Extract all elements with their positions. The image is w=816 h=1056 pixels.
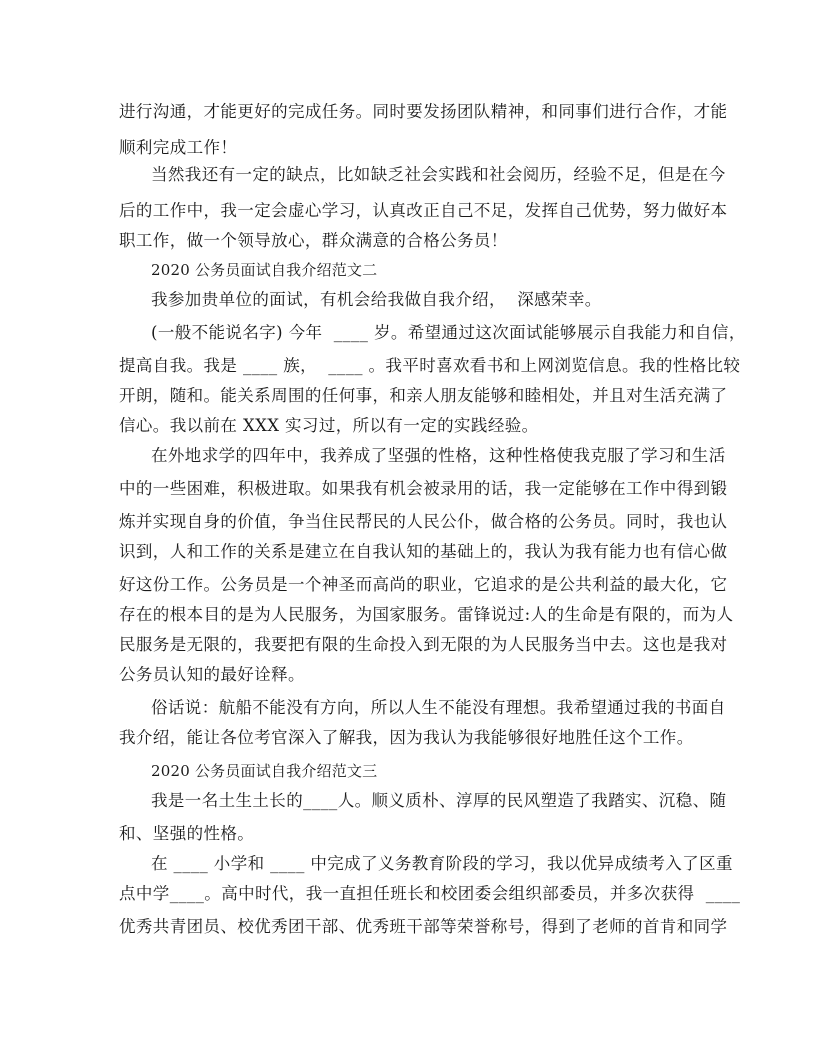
body-line: 俗话说：航船不能没有方向，所以人生不能没有理想。我希望通过我的书面自 — [151, 698, 726, 717]
body-line: 顺利完成工作！ — [119, 138, 238, 157]
body-line: 民服务是无限的，我要把有限的生命投入到无限的为人民服务当中去。这也是我对 — [119, 635, 728, 654]
body-line: 职工作，做一个领导放心，群众满意的合格公务员！ — [119, 231, 508, 250]
body-line: 点中学____。高中时代，我一直担任班长和校团委会组织部委员，并多次获得 ____ — [119, 884, 741, 903]
body-line: 公务员认知的最好诠释。 — [119, 665, 305, 684]
body-line: 识到，人和工作的关系是建立在自我认知的基础上的，我认为我有能力也有信心做 — [119, 542, 728, 561]
body-line: 提高自我。我是 ____ 族， ____ 。我平时喜欢看书和上网浏览信息。我的性格比较 — [119, 356, 741, 375]
section-heading: 2020 公务员面试自我介绍范文二 — [151, 261, 378, 279]
body-line: 中的一些困难，积极进取。如果我有机会被录用的话，我一定能够在工作中得到锻 — [119, 479, 728, 498]
section-heading: 2020 公务员面试自我介绍范文三 — [151, 762, 378, 780]
body-line: 炼并实现自身的价值，争当住民帮民的人民公仆，做合格的公务员。同时，我也认 — [119, 512, 728, 531]
body-line: 在 ____ 小学和 ____ 中完成了义务教育阶段的学习，我以优异成绩考入了区重 — [151, 854, 733, 873]
body-line: 进行沟通，才能更好的完成任务。同时要发扬团队精神，和同事们进行合作，才能 — [119, 102, 728, 121]
body-line: 优秀共青团员、校优秀团干部、优秀班干部等荣誉称号，得到了老师的首肯和同学 — [119, 917, 728, 936]
body-line: 开朗，随和。能关系周围的任何事，和亲人朋友能够和睦相处，并且对生活充满了 — [119, 386, 728, 405]
body-line: 和、坚强的性格。 — [119, 824, 255, 843]
body-line: 在外地求学的四年中，我养成了坚强的性格，这种性格使我克服了学习和生活 — [151, 446, 726, 465]
body-line: 我介绍，能让各位考官深入了解我，因为我认为我能够很好地胜任这个工作。 — [119, 728, 694, 747]
body-line: 好这份工作。公务员是一个神圣而高尚的职业，它追求的是公共利益的最大化，它 — [119, 575, 728, 594]
body-line: 我是一名土生土长的____人。顺义质朴、淳厚的民风塑造了我踏实、沉稳、随 — [151, 791, 727, 810]
body-line: (一般不能说名字) 今年 ____ 岁。希望通过这次面试能够展示自我能力和自信， — [151, 323, 746, 342]
body-line: 后的工作中，我一定会虚心学习，认真改正自己不足，发挥自己优势，努力做好本 — [119, 201, 728, 220]
body-line: 我参加贵单位的面试，有机会给我做自我介绍， 深感荣幸。 — [151, 290, 602, 309]
body-line: 存在的根本目的是为人民服务，为国家服务。雷锋说过:人的生命是有限的，而为人 — [119, 605, 734, 624]
body-line: 当然我还有一定的缺点，比如缺乏社会实践和社会阅历，经验不足，但是在今 — [151, 165, 726, 184]
body-line: 信心。我以前在 XXX 实习过，所以有一定的实践经验。 — [119, 416, 539, 435]
